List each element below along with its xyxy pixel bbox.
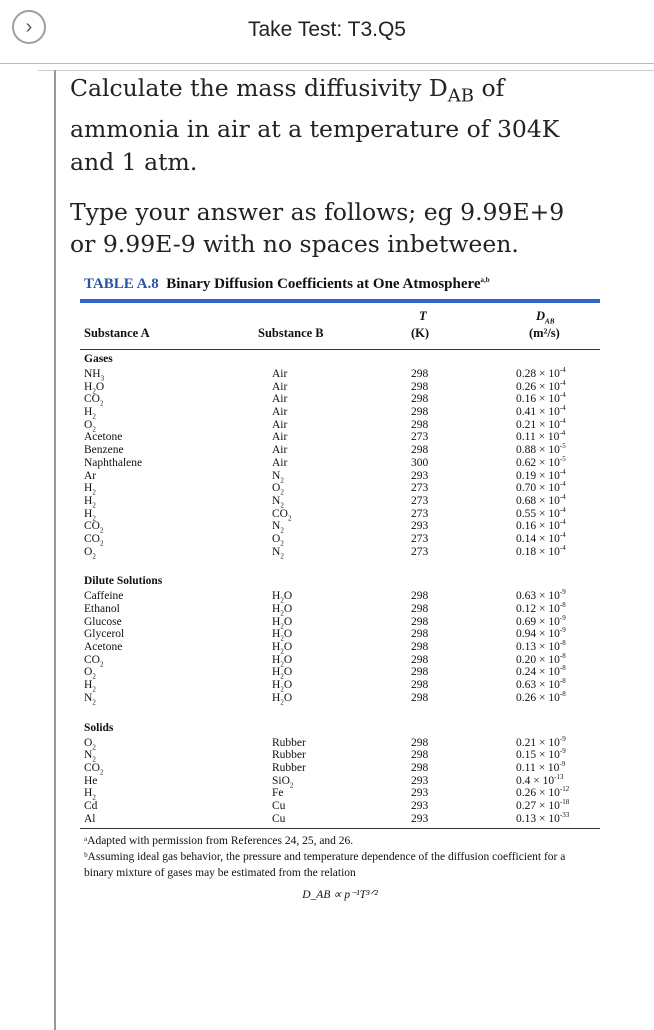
chevron-right-icon: › bbox=[25, 16, 33, 38]
cell-substance-b: Cu bbox=[272, 812, 286, 825]
col-substance-a: Substance A bbox=[84, 326, 150, 340]
cell-temperature: 298 bbox=[411, 603, 429, 615]
table-row bbox=[80, 810, 600, 826]
cell-diffusivity: $0.63 \times 10^{-9}$ bbox=[516, 588, 566, 603]
table-row bbox=[80, 666, 600, 679]
table-row bbox=[80, 749, 600, 762]
cell-substance-b: $O_2$ bbox=[272, 482, 284, 497]
cell-diffusivity: $0.70 \times 10^{-4}$ bbox=[516, 480, 566, 495]
footer-rule bbox=[80, 828, 600, 829]
cell-diffusivity: $0.12 \times 10^{-8}$ bbox=[516, 601, 566, 615]
cell-diffusivity: $0.62 \times 10^{-5}$ bbox=[516, 454, 566, 469]
cell-diffusivity: $0.13 \times 10^{-33}$ bbox=[516, 810, 570, 825]
cell-diffusivity: $0.68 \times 10^{-4}$ bbox=[516, 493, 566, 507]
cell-diffusivity: $0.26 \times 10^{-12}$ bbox=[516, 785, 570, 800]
cell-diffusivity: $0.19 \times 10^{-4}$ bbox=[516, 467, 566, 482]
cell-substance-b: $O_2$ bbox=[272, 532, 284, 548]
cell-temperature: 298 bbox=[411, 641, 429, 654]
cell-temperature: 298 bbox=[411, 666, 429, 679]
cell-temperature: 298 bbox=[411, 615, 429, 628]
cell-diffusivity: $0.94 \times 10^{-9}$ bbox=[516, 626, 566, 641]
cell-substance-a: Acetone bbox=[84, 641, 123, 654]
cell-diffusivity: $0.16 \times 10^{-4}$ bbox=[516, 391, 566, 406]
relation-formula: D_AB ∝ p⁻¹T³ᐟ² bbox=[302, 889, 378, 902]
cell-substance-b: $H_2O$ bbox=[272, 691, 293, 707]
col-diffusivity: $D_{AB}$ bbox=[536, 309, 555, 326]
cell-temperature: 298 bbox=[411, 691, 429, 704]
cell-temperature: 293 bbox=[411, 520, 429, 533]
table-row bbox=[80, 787, 600, 800]
section-title: Gases bbox=[84, 353, 113, 365]
cell-diffusivity: $0.26 \times 10^{-8}$ bbox=[516, 689, 566, 704]
top-bar bbox=[0, 0, 654, 64]
section-gap bbox=[80, 558, 600, 572]
cell-substance-b: $H_2O$ bbox=[272, 653, 293, 669]
cell-temperature: 298 bbox=[411, 418, 429, 431]
cell-substance-a: Cd bbox=[84, 799, 98, 812]
cell-substance-a: $O_2$ bbox=[84, 545, 96, 560]
cell-diffusivity: $0.21 \times 10^{-9}$ bbox=[516, 734, 566, 749]
table-row bbox=[80, 543, 600, 560]
cell-substance-b: Air bbox=[272, 406, 288, 419]
note-b-line1: ᵇAssuming ideal gas behavior, the pressure and temperature dependence of the diffusion coefficient for a bbox=[84, 851, 566, 864]
cell-temperature: 298 bbox=[411, 749, 429, 762]
cell-substance-a: $N_2$ bbox=[84, 749, 96, 764]
cell-substance-b: Air bbox=[272, 393, 288, 406]
cell-diffusivity: $0.21 \times 10^{-4}$ bbox=[516, 416, 566, 431]
cell-substance-a: $CO_2$ bbox=[84, 653, 104, 669]
cell-substance-b: $N_2$ bbox=[272, 520, 284, 535]
cell-temperature: 293 bbox=[411, 469, 429, 482]
cell-diffusivity: $0.14 \times 10^{-4}$ bbox=[516, 531, 566, 545]
table-row bbox=[80, 495, 600, 508]
cell-diffusivity: $0.28 \times 10^{-4}$ bbox=[516, 366, 566, 380]
cell-substance-b: Fe bbox=[272, 787, 284, 800]
table-row bbox=[80, 689, 600, 707]
col-temperature: T bbox=[419, 309, 427, 323]
table-row bbox=[80, 641, 600, 654]
cell-substance-a: Ethanol bbox=[84, 603, 120, 615]
cell-substance-b: $H_2O$ bbox=[272, 666, 293, 681]
table-row bbox=[80, 628, 600, 641]
cell-substance-b: $N_2$ bbox=[272, 469, 284, 484]
cell-substance-a: $CO_2$ bbox=[84, 393, 104, 408]
cell-substance-b: Rubber bbox=[272, 761, 306, 774]
table-row bbox=[80, 590, 600, 603]
table-row bbox=[80, 651, 600, 669]
cell-substance-a: Ar bbox=[84, 469, 97, 482]
table-row bbox=[80, 613, 600, 630]
cell-substance-a: $H_2$ bbox=[84, 494, 96, 510]
table-row bbox=[80, 603, 600, 616]
cell-substance-a: He bbox=[84, 774, 98, 787]
cell-temperature: 273 bbox=[411, 431, 429, 444]
cell-substance-b: $CO_2$ bbox=[272, 507, 292, 522]
table-row bbox=[80, 431, 600, 444]
cell-temperature: 293 bbox=[411, 812, 429, 825]
cell-temperature: 273 bbox=[411, 532, 429, 545]
cell-substance-a: $O_2$ bbox=[84, 666, 96, 681]
table-body bbox=[80, 350, 600, 825]
note-a: ᵃAdapted with permission from References 24, 25, and 26. bbox=[84, 835, 354, 848]
note-b-line2: binary mixture of gases may be estimated from the relation bbox=[84, 867, 356, 880]
cell-substance-a: Al bbox=[84, 812, 96, 825]
cell-substance-b: $H_2O$ bbox=[272, 603, 293, 618]
table-row bbox=[80, 520, 600, 533]
cell-diffusivity: $0.18 \times 10^{-4}$ bbox=[516, 543, 566, 558]
cell-temperature: 293 bbox=[411, 799, 429, 812]
table-row bbox=[80, 406, 600, 419]
cell-substance-a: Naphthalene bbox=[84, 456, 143, 469]
cell-temperature: 298 bbox=[411, 679, 429, 692]
cell-substance-b: Rubber bbox=[272, 749, 306, 762]
table-row bbox=[80, 416, 600, 434]
col-temperature-unit: (K) bbox=[411, 326, 430, 340]
cell-substance-b: Cu bbox=[272, 799, 286, 812]
table-row bbox=[80, 734, 600, 751]
table-row bbox=[80, 482, 600, 495]
cell-substance-b: $H_2O$ bbox=[272, 615, 293, 630]
cell-substance-a: $H_2$ bbox=[84, 406, 96, 421]
cell-diffusivity: $0.41 \times 10^{-4}$ bbox=[516, 404, 566, 419]
diffusion-table bbox=[80, 276, 600, 901]
cell-substance-b: $N_2$ bbox=[272, 494, 284, 510]
cell-temperature: 298 bbox=[411, 653, 429, 666]
cell-substance-b: Air bbox=[272, 380, 288, 393]
cell-substance-a: Acetone bbox=[84, 431, 123, 444]
table-row bbox=[80, 762, 600, 775]
table-row bbox=[80, 467, 600, 484]
cell-temperature: 298 bbox=[411, 368, 429, 380]
cell-substance-b: $H_2O$ bbox=[272, 628, 293, 643]
cell-substance-b: SiO$_2$ bbox=[272, 774, 294, 789]
col-diffusivity-unit: (m²/s) bbox=[529, 326, 560, 340]
cell-diffusivity: $0.16 \times 10^{-4}$ bbox=[516, 518, 566, 533]
section-title: Dilute Solutions bbox=[84, 575, 163, 588]
table-row bbox=[80, 444, 600, 457]
cell-diffusivity: $0.26 \times 10^{-4}$ bbox=[516, 378, 566, 393]
table-row bbox=[80, 393, 600, 406]
cell-diffusivity: $0.27 \times 10^{-18}$ bbox=[516, 798, 570, 812]
cell-temperature: 273 bbox=[411, 494, 429, 507]
content-left-border bbox=[54, 70, 56, 1030]
answer-instructions: Type your answer as follows; eg 9.99E+9 or 9.99E-9 with no spaces inbetween. bbox=[70, 198, 565, 258]
cell-diffusivity: $0.24 \times 10^{-8}$ bbox=[516, 664, 566, 679]
cell-substance-a: $CO_2$ bbox=[84, 761, 104, 777]
cell-temperature: 293 bbox=[411, 774, 429, 787]
table-notes bbox=[80, 833, 600, 881]
cell-substance-b: $N_2$ bbox=[272, 545, 284, 560]
table-row bbox=[80, 454, 600, 470]
cell-substance-a: $O_2$ bbox=[84, 418, 96, 434]
cell-substance-a: $O_2$ bbox=[84, 736, 96, 751]
cell-temperature: 273 bbox=[411, 482, 429, 495]
cell-substance-a: $H_2$ bbox=[84, 482, 96, 497]
section-gap bbox=[80, 705, 600, 719]
cell-temperature: 273 bbox=[411, 507, 429, 520]
cell-diffusivity: $0.88 \times 10^{-5}$ bbox=[516, 442, 566, 457]
cell-substance-b: Rubber bbox=[272, 736, 306, 749]
table-row bbox=[80, 800, 600, 813]
table-row bbox=[80, 533, 600, 546]
cell-diffusivity: $0.63 \times 10^{-8}$ bbox=[516, 677, 566, 692]
cell-substance-b: Air bbox=[272, 418, 288, 431]
cell-diffusivity: $0.69 \times 10^{-9}$ bbox=[516, 613, 566, 628]
cell-temperature: 298 bbox=[411, 761, 429, 774]
cell-substance-a: Caffeine bbox=[84, 590, 124, 603]
cell-substance-a: $H_2$ bbox=[84, 787, 96, 802]
cell-temperature: 300 bbox=[411, 456, 429, 469]
cell-temperature: 298 bbox=[411, 628, 429, 641]
cell-substance-a: $NH_3$ bbox=[84, 368, 105, 383]
table-row bbox=[80, 505, 600, 522]
cell-substance-b: Air bbox=[272, 368, 288, 380]
cell-substance-a: $H_2$ bbox=[84, 507, 96, 522]
cell-diffusivity: $0.11 \times 10^{-4}$ bbox=[516, 429, 566, 444]
content-top-divider bbox=[38, 70, 654, 71]
table-row bbox=[80, 772, 600, 789]
cell-temperature: 298 bbox=[411, 380, 429, 393]
cell-substance-b: Air bbox=[272, 456, 288, 469]
cell-substance-a: Glucose bbox=[84, 615, 122, 628]
cell-temperature: 298 bbox=[411, 406, 429, 419]
cell-diffusivity: $0.55 \times 10^{-4}$ bbox=[516, 505, 566, 520]
cell-temperature: 293 bbox=[411, 787, 429, 800]
cell-substance-b: Air bbox=[272, 444, 288, 457]
col-substance-b: Substance B bbox=[258, 326, 324, 340]
cell-temperature: 298 bbox=[411, 444, 429, 457]
page-title: Take Test: T3.Q5 bbox=[248, 18, 406, 41]
cell-substance-a: $H_2$ bbox=[84, 679, 96, 694]
cell-temperature: 298 bbox=[411, 590, 429, 603]
cell-temperature: 298 bbox=[411, 393, 429, 406]
table-row bbox=[80, 368, 600, 381]
cell-substance-a: $H_2O$ bbox=[84, 380, 105, 395]
table-caption: TABLE A.8 Binary Diffusion Coefficients at One Atmosphere$^{a,b}$ bbox=[84, 276, 490, 292]
cell-substance-a: $N_2$ bbox=[84, 691, 96, 707]
table-row bbox=[80, 679, 600, 692]
table-header bbox=[80, 303, 600, 349]
section-title: Solids bbox=[84, 721, 114, 734]
cell-temperature: 298 bbox=[411, 736, 429, 749]
cell-diffusivity: $0.4 \times 10^{-13}$ bbox=[516, 772, 564, 787]
header-divider bbox=[0, 63, 654, 64]
cell-substance-b: Air bbox=[272, 431, 288, 444]
cell-substance-b: $H_2O$ bbox=[272, 641, 293, 656]
table-row bbox=[80, 378, 600, 395]
cell-substance-b: $H_2O$ bbox=[272, 590, 293, 605]
cell-diffusivity: $0.11 \times 10^{-9}$ bbox=[516, 760, 566, 774]
cell-substance-a: Benzene bbox=[84, 444, 124, 457]
cell-diffusivity: $0.13 \times 10^{-8}$ bbox=[516, 639, 566, 654]
cell-substance-b: $H_2O$ bbox=[272, 679, 293, 694]
cell-substance-a: $CO_2$ bbox=[84, 532, 104, 548]
question-text: Calculate the mass diffusivity $D_{AB}$ of ammonia in air at a temperature of 304K and 1 atm. bbox=[70, 74, 560, 176]
cell-temperature: 273 bbox=[411, 545, 429, 558]
cell-diffusivity: $0.20 \times 10^{-8}$ bbox=[516, 651, 566, 666]
cell-substance-a: $CO_2$ bbox=[84, 520, 104, 535]
cell-substance-a: Glycerol bbox=[84, 628, 125, 641]
cell-diffusivity: $0.15 \times 10^{-9}$ bbox=[516, 747, 566, 762]
